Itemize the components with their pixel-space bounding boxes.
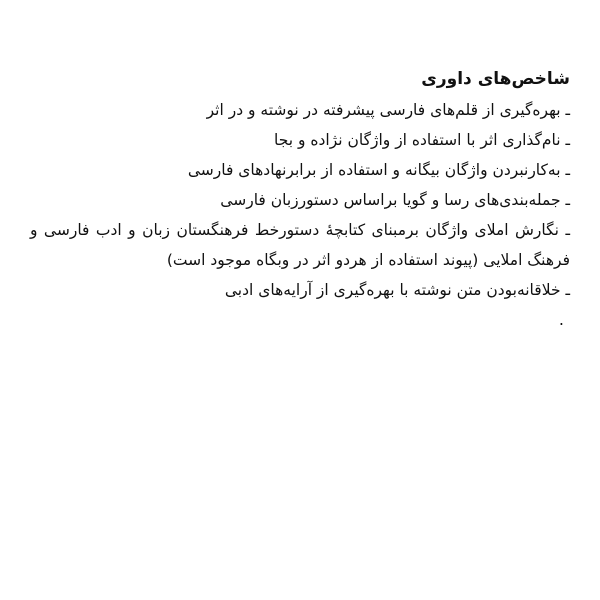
criteria-item-4: ـ جمله‌بندی‌های رسا و گویا براساس دستورزبان فارسی: [220, 191, 570, 209]
criteria-item-2: ـ نام‌گذاری اثر با استفاده از واژگان نژاده و بجا: [274, 131, 570, 149]
criteria-item-3: ـ به‌کارنبردن واژگان بیگانه و استفاده از برابرنهادهای فارسی: [187, 161, 570, 179]
trailing-dot: .: [558, 310, 564, 329]
document-body: [30, 64, 570, 335]
criteria-item-5: ـ نگارش املای واژگان برمبنای کتابچهٔ دستورخط فرهنگستان زبان و ادب فارسی و فرهنگ املایی (پیوند استفاده از هردو اثر در وبگاه موجود است): [30, 221, 570, 269]
criteria-item-6: ـ خلاقانه‌بودن متن نوشته با بهره‌گیری از آرایه‌های ادبی: [224, 281, 570, 299]
criteria-item-1: ـ بهره‌گیری از قلم‌های فارسی پیشرفته در نوشته و در اثر: [206, 101, 570, 119]
document-title: شاخص‌های داوری: [421, 69, 570, 89]
